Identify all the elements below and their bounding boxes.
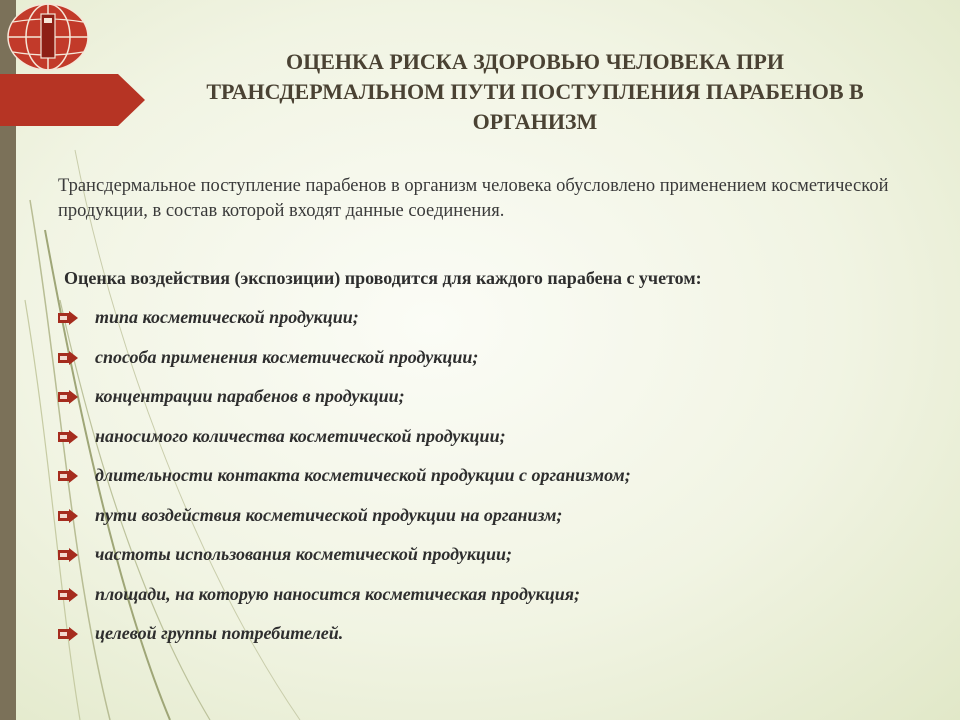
intro-paragraph: Трансдермальное поступление парабенов в организм человека обусловлено применением косметической продукции, в состав которой входят данные соединения. [58,176,889,221]
bullet-text: целевой группы потребителей. [95,623,344,643]
globe-logo-icon [4,2,92,72]
arrow-bullet-icon [58,469,78,483]
bullet-text: концентрации парабенов в продукции; [95,386,405,406]
bullet-text: частоты использования косметической продукции; [95,544,512,564]
list-item [58,304,938,344]
bullet-text: длительности контакта косметической продукции с организмом; [95,465,631,485]
bullet-text: способа применения косметической продукции; [95,346,479,367]
slide-title: ОЦЕНКА РИСКА ЗДОРОВЬЮ ЧЕЛОВЕКА ПРИ ТРАНСДЕРМАЛЬНОМ ПУТИ ПОСТУПЛЕНИЯ ПАРАБЕНОВ В ОРГАНИЗМ [206,49,864,134]
arrow-bullet-icon [58,351,78,365]
list-item [58,620,938,660]
list-item [58,462,938,502]
bullet-text: наносимого количества косметической продукции; [95,425,506,446]
arrow-bullet-icon [58,627,78,641]
lead-sentence: Оценка воздействия (экспозиции) проводится для каждого парабена с учетом: [64,268,702,288]
arrow-bullet-icon [58,390,78,404]
bullet-text: пути воздействия косметической продукции на организм; [95,504,563,525]
list-item [58,502,938,542]
list-item [58,423,938,463]
arrow-banner [0,74,145,126]
bullet-text: площади, на которую наносится косметическая продукция; [95,583,581,604]
list-item [58,541,938,581]
arrow-bullet-icon [58,548,78,562]
arrow-bullet-icon [58,311,78,325]
list-item [58,344,938,384]
bullet-text: типа косметической продукции; [95,307,359,327]
arrow-bullet-icon [58,509,78,523]
bullet-list [58,304,938,660]
list-item [58,383,938,423]
arrow-bullet-icon [58,430,78,444]
arrow-bullet-icon [58,588,78,602]
list-item [58,581,938,621]
